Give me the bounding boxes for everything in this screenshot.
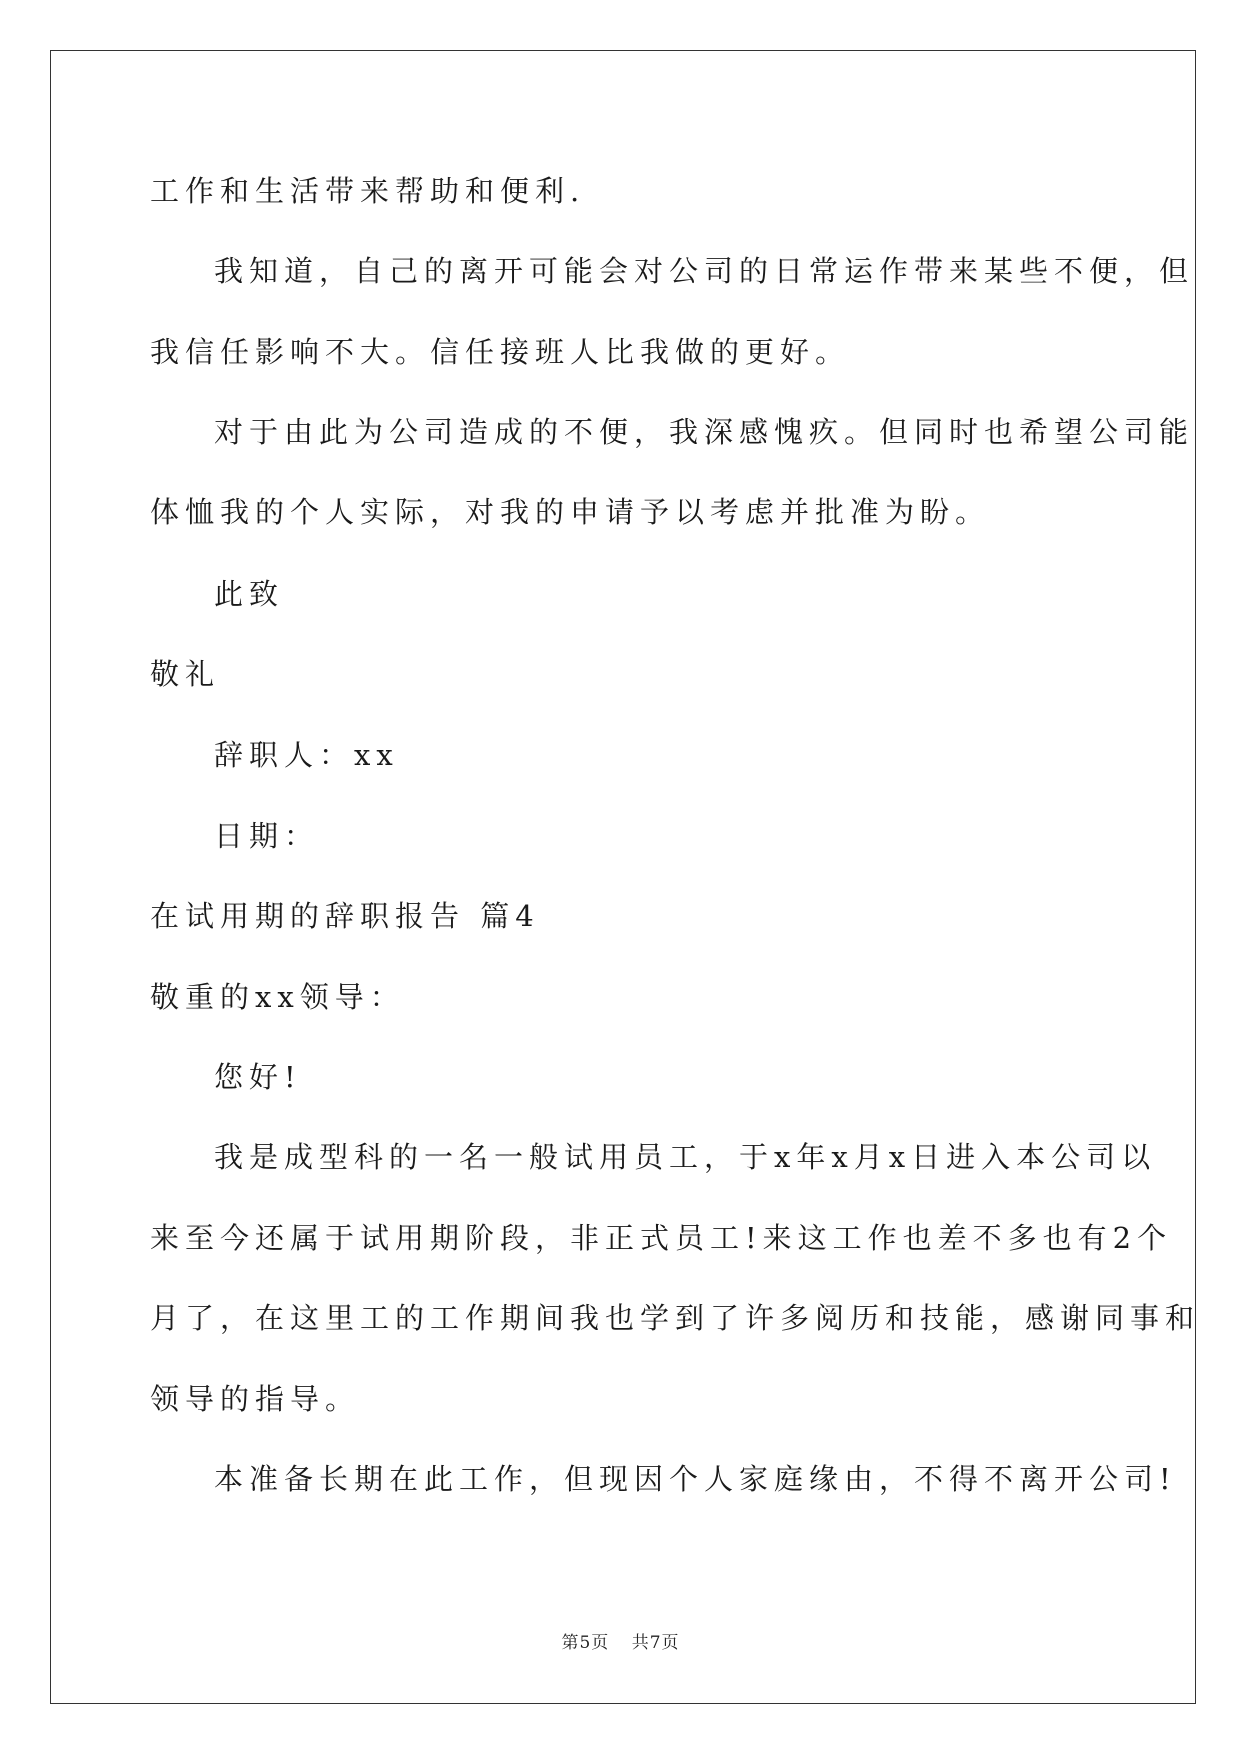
closing-regards: 敬礼 <box>150 657 221 691</box>
date-line: 日期： <box>214 819 320 853</box>
closing-salutation: 此致 <box>214 577 285 611</box>
text-line: 本准备长期在此工作，但现因个人家庭缘由，不得不离开公司! <box>214 1462 1177 1496</box>
section-title: 在试用期的辞职报告 篇4 <box>150 899 540 933</box>
page-number-current: 第5页 <box>561 1633 610 1653</box>
text-line: 对于由此为公司造成的不便，我深感愧疚。但同时也希望公司能 <box>214 415 1195 449</box>
text-line: 我是成型科的一名一般试用员工，于x年x月x日进入本公司以 <box>214 1140 1157 1174</box>
page-border <box>50 50 1196 1704</box>
text-line: 来至今还属于试用期阶段，非正式员工!来这工作也差不多也有2个 <box>150 1221 1173 1255</box>
page-number-total: 共7页 <box>631 1633 680 1653</box>
text-line: 领导的指导。 <box>150 1382 361 1416</box>
greeting: 您好! <box>214 1060 302 1094</box>
text-line: 我信任影响不大。信任接班人比我做的更好。 <box>150 335 851 369</box>
text-line: 工作和生活带来帮助和便利. <box>150 174 586 208</box>
text-line: 我知道，自己的离开可能会对公司的日常运作带来某些不便，但 <box>214 254 1195 288</box>
text-line: 体恤我的个人实际，对我的申请予以考虑并批准为盼。 <box>150 495 991 529</box>
greeting-recipient: 敬重的xx领导： <box>150 980 405 1014</box>
page-footer <box>0 1628 1241 1653</box>
signature-line: 辞职人：xx <box>214 738 399 772</box>
text-line: 月了，在这里工的工作期间我也学到了许多阅历和技能，感谢同事和 <box>150 1301 1201 1335</box>
